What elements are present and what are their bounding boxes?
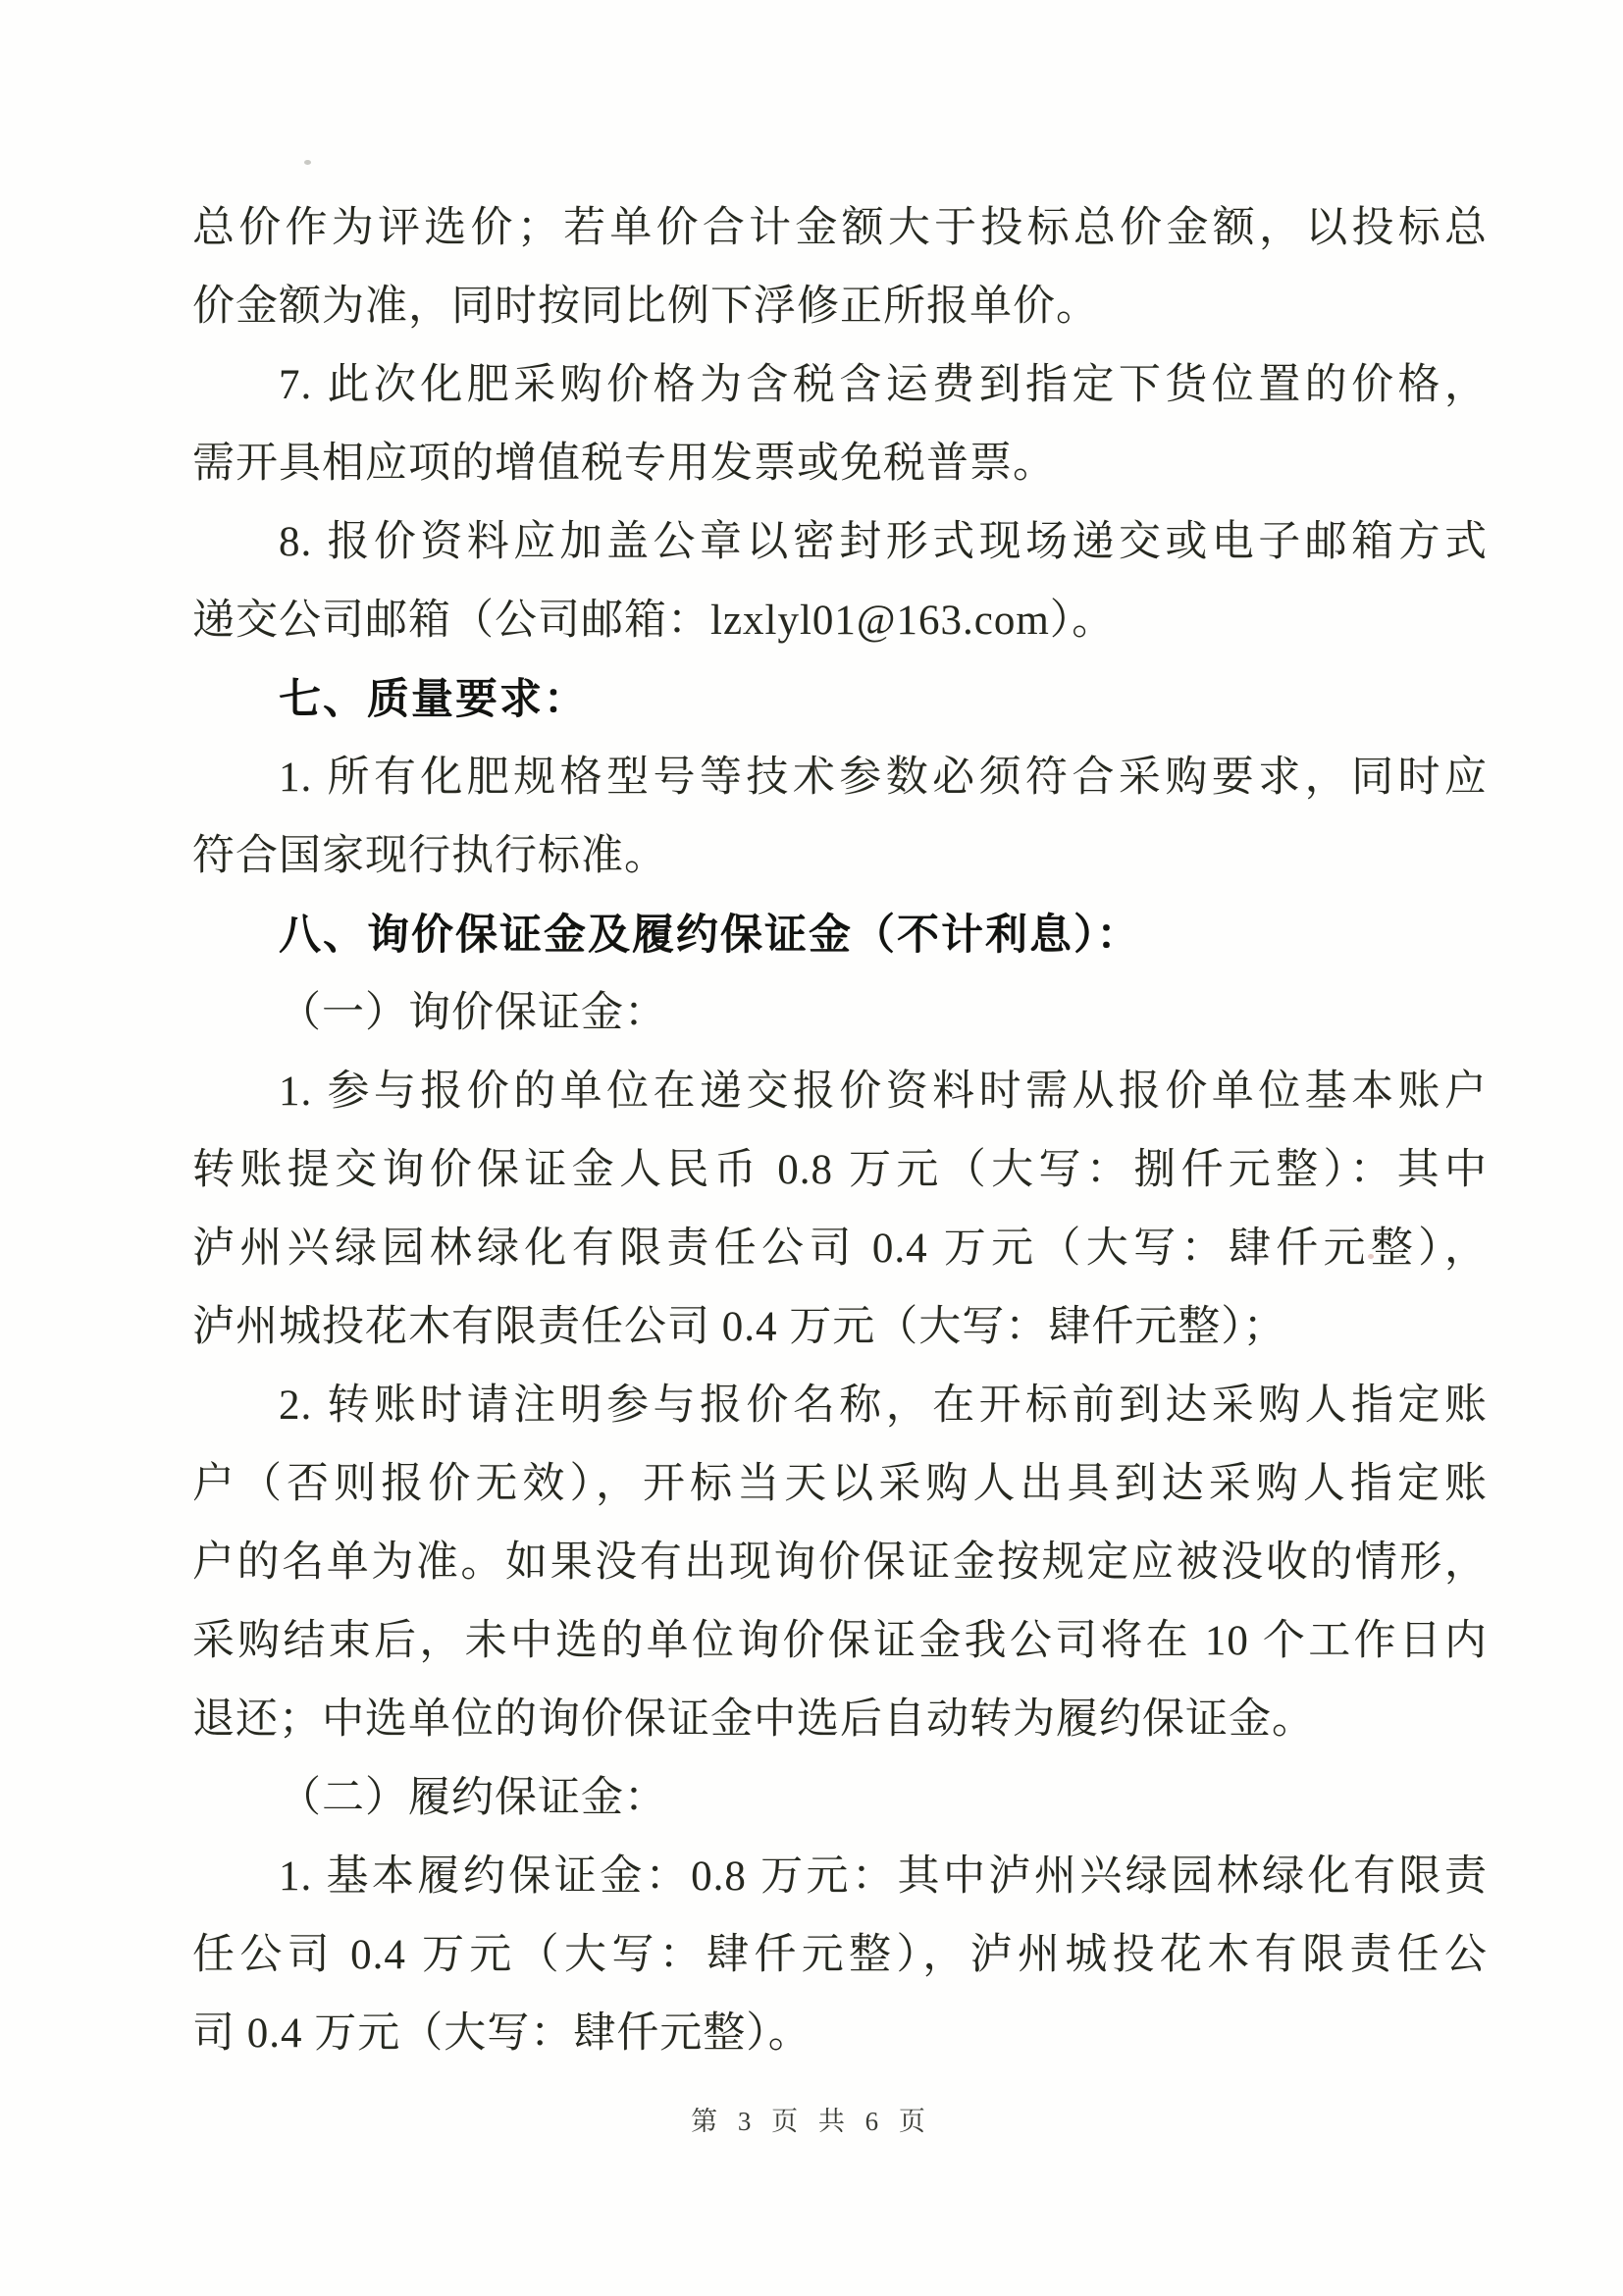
text-line: 司 0.4 万元（大写：肆仟元整）。 bbox=[192, 2010, 812, 2057]
page-footer: 第 3 页 共 6 页 bbox=[691, 2107, 932, 2136]
text-line: 递交公司邮箱（公司邮箱：lzxlyl01@163.com）。 bbox=[192, 598, 1116, 644]
text-line: 7. 此次化肥采购价格为含税含运费到指定下货位置的价格， bbox=[279, 362, 1488, 408]
text-line: 1. 所有化肥规格型号等技术参数必须符合采购要求，同时应 bbox=[279, 755, 1488, 801]
text-line: 转账提交询价保证金人民币 0.8 万元（大写：捌仟元整）：其中 bbox=[192, 1147, 1488, 1193]
text-line: 1. 参与报价的单位在递交报价资料时需从报价单位基本账户 bbox=[279, 1069, 1488, 1115]
text-line: 2. 转账时请注明参与报价名称，在开标前到达采购人指定账 bbox=[279, 1383, 1488, 1429]
text-line: 符合国家现行执行标准。 bbox=[192, 833, 667, 879]
text-line: 任公司 0.4 万元（大写：肆仟元整），泸州城投花木有限责任公 bbox=[192, 1932, 1488, 1978]
sub-heading-performance-bond: （二）履约保证金： bbox=[279, 1775, 667, 1821]
text-line: 泸州兴绿园林绿化有限责任公司 0.4 万元（大写：肆仟元整）， bbox=[192, 1226, 1488, 1272]
section-heading-quality: 七、质量要求： bbox=[279, 676, 588, 723]
text-line: 户（否则报价无效），开标当天以采购人出具到达采购人指定账 bbox=[192, 1461, 1488, 1507]
sub-heading-inquiry-deposit: （一）询价保证金： bbox=[279, 990, 667, 1036]
text-line: 退还；中选单位的询价保证金中选后自动转为履约保证金。 bbox=[192, 1696, 1315, 1743]
scan-speck bbox=[304, 160, 311, 165]
text-line: 采购结束后，未中选的单位询价保证金我公司将在 10 个工作日内 bbox=[192, 1618, 1488, 1664]
text-line: 户的名单为准。如果没有出现询价保证金按规定应被没收的情形， bbox=[192, 1539, 1488, 1586]
section-heading-deposit: 八、询价保证金及履约保证金（不计利息）： bbox=[279, 912, 1141, 959]
text-line: 8. 报价资料应加盖公章以密封形式现场递交或电子邮箱方式 bbox=[279, 519, 1488, 565]
text-line: 1. 基本履约保证金：0.8 万元：其中泸州兴绿园林绿化有限责 bbox=[279, 1853, 1488, 1900]
text-line: 价金额为准，同时按同比例下浮修正所报单价。 bbox=[192, 284, 1099, 330]
document-body bbox=[192, 189, 1488, 2073]
text-line: 总价作为评选价；若单价合计金额大于投标总价金额，以投标总 bbox=[192, 205, 1488, 251]
text-line: 需开具相应项的增值税专用发票或免税普票。 bbox=[192, 441, 1056, 487]
text-line: 泸州城投花木有限责任公司 0.4 万元（大写：肆仟元整）； bbox=[192, 1304, 1286, 1350]
